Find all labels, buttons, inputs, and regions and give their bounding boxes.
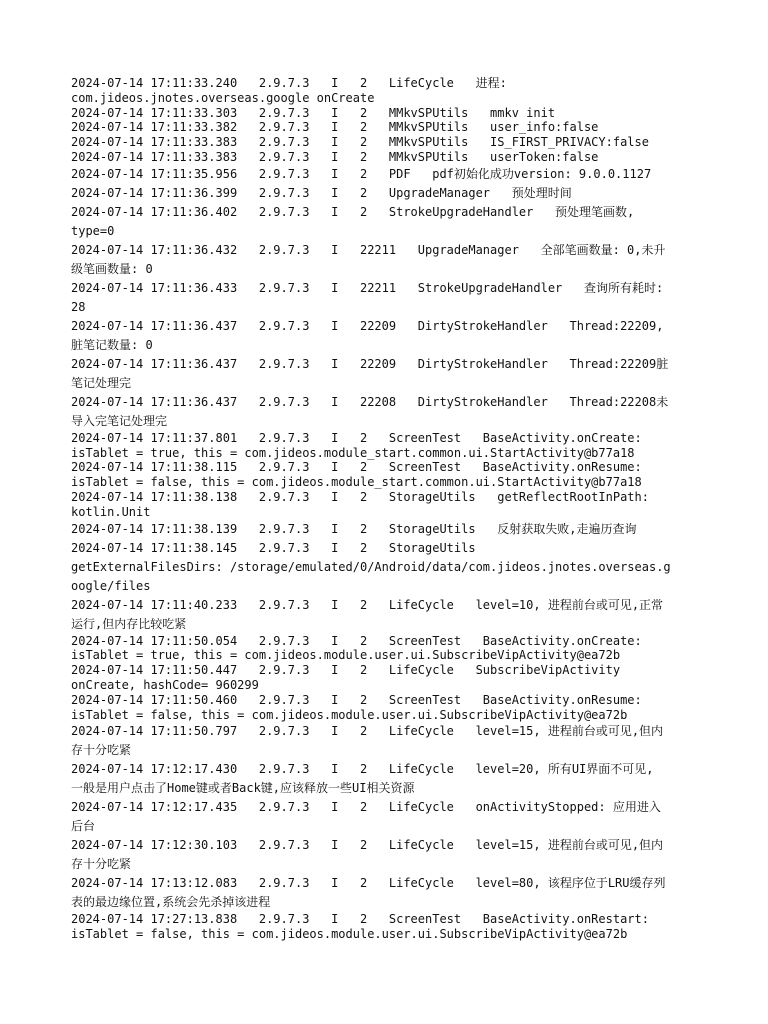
log-entry: 2024-07-14 17:11:37.801 2.9.7.3 I 2 ScreenTest BaseActivity.onCreate: isTablet = true, this = com.jideos.module_start.common.ui.StartActivity@b77a18: [71, 430, 642, 460]
log-entry: 2024-07-14 17:11:33.383 2.9.7.3 I 2 MMkvSPUtils IS_FIRST_PRIVACY:false: [71, 135, 649, 150]
log-entry: 2024-07-14 17:11:38.138 2.9.7.3 I 2 StorageUtils getReflectRootInPath: kotlin.Unit: [71, 489, 649, 519]
log-entry: 2024-07-14 17:11:36.433 2.9.7.3 I 22211 StrokeUpgradeHandler 查询所有耗时: 28: [71, 280, 664, 314]
log-entry: 2024-07-14 17:11:36.437 2.9.7.3 I 22209 DirtyStrokeHandler Thread:22209脏 笔记处理完: [71, 356, 669, 390]
log-entry: 2024-07-14 17:13:12.083 2.9.7.3 I 2 LifeCycle level=80, 该程序位于LRU缓存列 表的最边缘位置,系统会先杀掉该进程: [71, 876, 666, 910]
log-entry: 2024-07-14 17:27:13.838 2.9.7.3 I 2 ScreenTest BaseActivity.onRestart: isTablet = false, this = com.jideos.module.user.ui.SubscribeVipActivity@ea72b: [71, 912, 649, 942]
log-entry: 2024-07-14 17:12:17.435 2.9.7.3 I 2 LifeCycle onActivityStopped: 应用进入 后台: [71, 800, 661, 834]
log-entry: 2024-07-14 17:11:50.054 2.9.7.3 I 2 ScreenTest BaseActivity.onCreate: isTablet = true, this = com.jideos.module.user.ui.SubscribeVipActivity@ea72b: [71, 633, 642, 663]
log-entry: 2024-07-14 17:11:36.437 2.9.7.3 I 22209 DirtyStrokeHandler Thread:22209, 脏笔记数量: 0: [71, 318, 664, 352]
log-entry: 2024-07-14 17:11:50.460 2.9.7.3 I 2 ScreenTest BaseActivity.onResume: isTablet = false, this = com.jideos.module.user.ui.SubscribeVipActivity@ea72b: [71, 692, 642, 722]
log-entry: 2024-07-14 17:11:36.432 2.9.7.3 I 22211 UpgradeManager 全部笔画数量: 0,未升 级笔画数量: 0: [71, 242, 666, 276]
log-entry: 2024-07-14 17:11:38.145 2.9.7.3 I 2 StorageUtils getExternalFilesDirs: /storage/emulated/0/Android/data/com.jideos.jnotes.overseas.g oogle/files: [71, 540, 671, 593]
log-entry: 2024-07-14 17:11:35.956 2.9.7.3 I 2 PDF pdf初始化成功version: 9.0.0.1127: [71, 166, 652, 181]
log-entry: 2024-07-14 17:11:36.437 2.9.7.3 I 22208 DirtyStrokeHandler Thread:22208未 导入完笔记处理完: [71, 394, 669, 428]
log-entry: 2024-07-14 17:11:38.115 2.9.7.3 I 2 ScreenTest BaseActivity.onResume: isTablet = false, this = com.jideos.module_start.common.ui.StartActivity@b77a18: [71, 460, 642, 490]
log-entry: 2024-07-14 17:11:50.447 2.9.7.3 I 2 LifeCycle SubscribeVipActivity onCreate, hashCode= 960299: [71, 663, 621, 692]
log-entry: 2024-07-14 17:11:33.303 2.9.7.3 I 2 MMkvSPUtils mmkv init: [71, 105, 556, 120]
log-document: [71, 76, 699, 942]
log-entry: 2024-07-14 17:11:33.240 2.9.7.3 I 2 LifeCycle 进程: com.jideos.jnotes.overseas.google onCreate: [71, 76, 507, 105]
log-entry: 2024-07-14 17:12:17.430 2.9.7.3 I 2 LifeCycle level=20, 所有UI界面不可见, 一般是用户点击了Home键或者Back键,应该释放一些UI相关资源: [71, 762, 654, 796]
log-entry: 2024-07-14 17:11:33.383 2.9.7.3 I 2 MMkvSPUtils userToken:false: [71, 149, 599, 164]
log-entry: 2024-07-14 17:11:33.382 2.9.7.3 I 2 MMkvSPUtils user_info:false: [71, 120, 599, 135]
log-entry: 2024-07-14 17:12:30.103 2.9.7.3 I 2 LifeCycle level=15, 进程前台或可见,但内 存十分吃紧: [71, 838, 664, 872]
log-entry: 2024-07-14 17:11:36.399 2.9.7.3 I 2 UpgradeManager 预处理时间: [71, 185, 572, 200]
log-entry: 2024-07-14 17:11:38.139 2.9.7.3 I 2 StorageUtils 反射获取失败,走遍历查询: [71, 521, 637, 536]
log-entry: 2024-07-14 17:11:36.402 2.9.7.3 I 2 StrokeUpgradeHandler 预处理笔画数, type=0: [71, 204, 635, 238]
log-entry: 2024-07-14 17:11:50.797 2.9.7.3 I 2 LifeCycle level=15, 进程前台或可见,但内 存十分吃紧: [71, 724, 664, 758]
log-entry: 2024-07-14 17:11:40.233 2.9.7.3 I 2 LifeCycle level=10, 进程前台或可见,正常 运行,但内存比较吃紧: [71, 597, 664, 631]
